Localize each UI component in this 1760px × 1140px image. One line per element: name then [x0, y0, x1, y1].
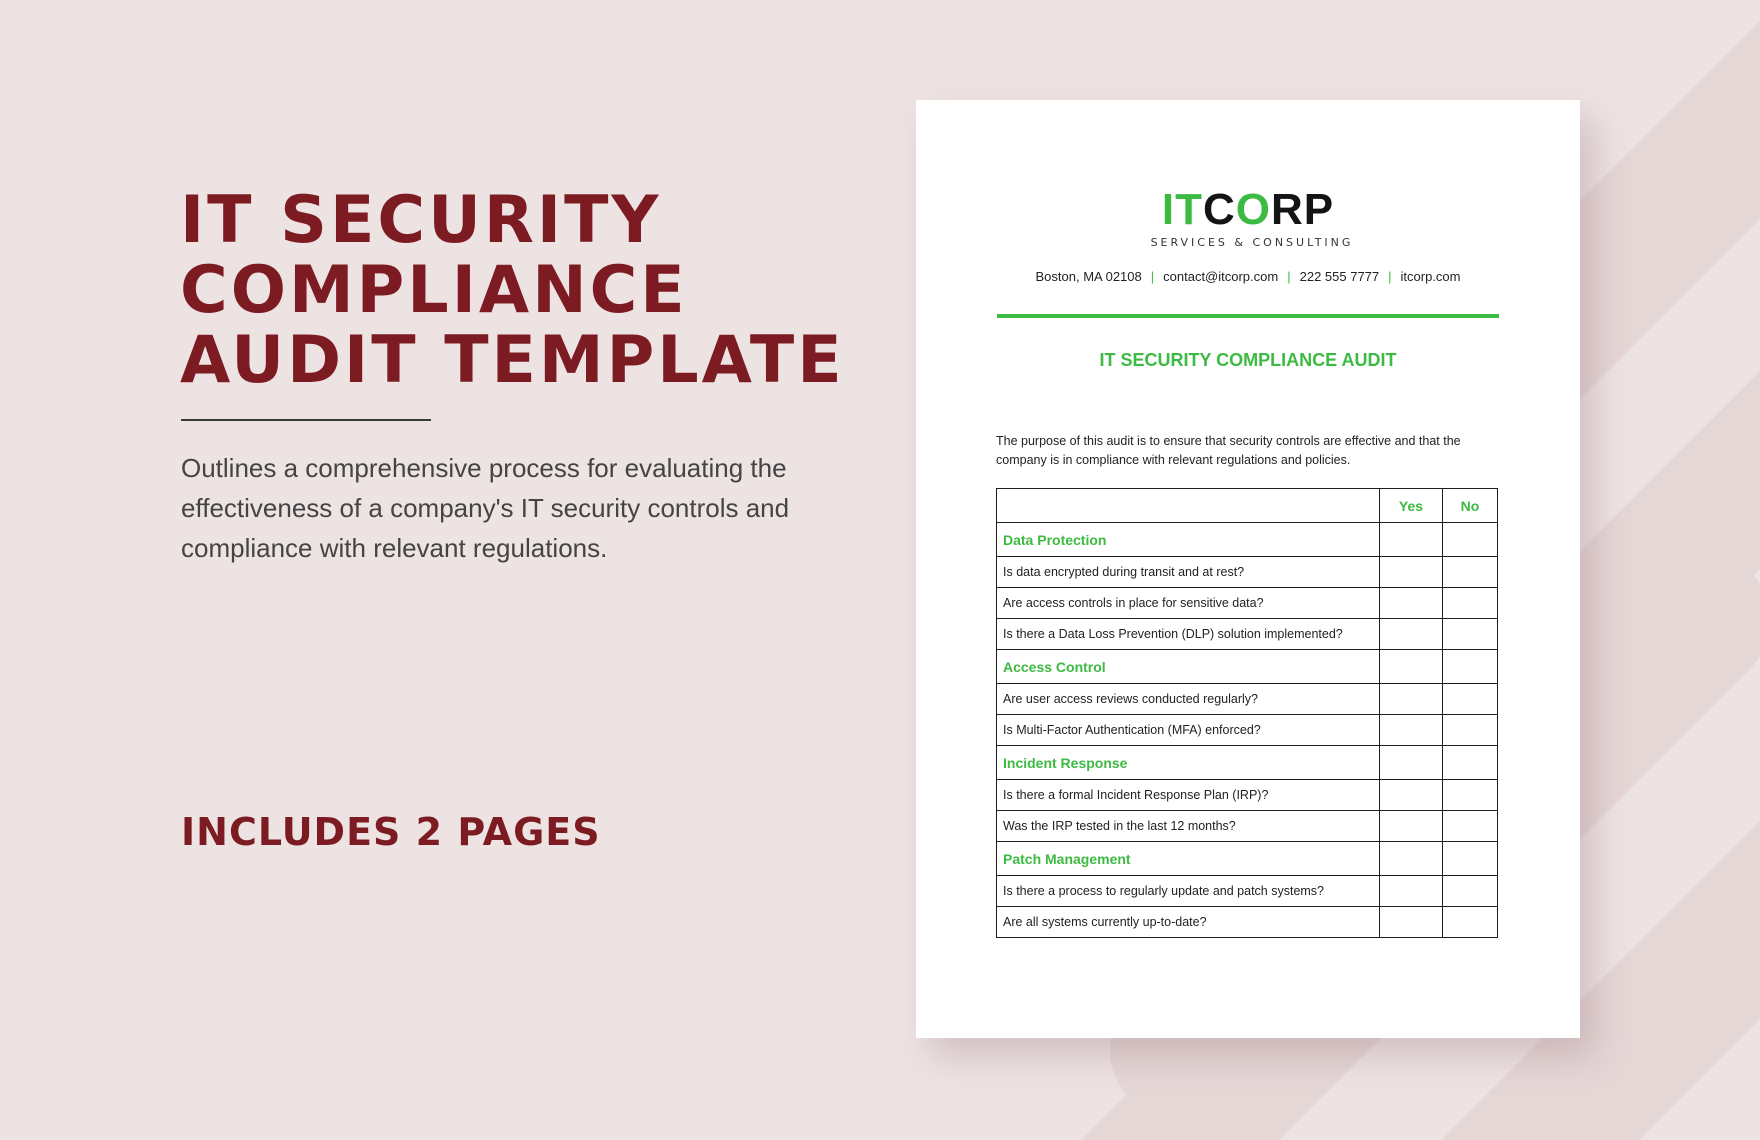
logo-subtitle: SERVICES & CONSULTING [1150, 236, 1354, 249]
yes-cell [1380, 907, 1443, 938]
logo-wordmark: ITCORP [1161, 185, 1335, 234]
yes-cell [1380, 619, 1443, 650]
header-divider [997, 314, 1499, 318]
no-cell [1443, 811, 1498, 842]
section-row [997, 746, 1498, 780]
yes-cell [1380, 780, 1443, 811]
question-text: Is there a formal Incident Response Plan (IRP)? [997, 780, 1380, 811]
contact-line [916, 269, 1580, 284]
section-row [997, 650, 1498, 684]
yes-cell [1380, 746, 1443, 780]
contact-separator: | [1388, 269, 1392, 284]
section-row [997, 523, 1498, 557]
question-row [997, 588, 1498, 619]
question-row [997, 780, 1498, 811]
document-title: IT SECURITY COMPLIANCE AUDIT [1099, 350, 1397, 370]
yes-cell [1380, 715, 1443, 746]
yes-cell [1380, 684, 1443, 715]
yes-cell [1380, 557, 1443, 588]
question-text: Is there a process to regularly update and patch systems? [997, 876, 1380, 907]
contact-email: contact@itcorp.com [1163, 269, 1279, 284]
no-cell [1443, 523, 1498, 557]
no-cell [1443, 684, 1498, 715]
document-page [916, 100, 1580, 1038]
section-row [997, 842, 1498, 876]
yes-cell [1380, 588, 1443, 619]
no-cell [1443, 907, 1498, 938]
promo-description: Outlines a comprehensive process for evaluating the effectiveness of a company's IT security controls and compliance with relevant regulations. [181, 453, 790, 563]
no-cell [1443, 876, 1498, 907]
question-row [997, 557, 1498, 588]
pages-note: INCLUDES 2 PAGES [181, 810, 601, 854]
question-text: Is Multi-Factor Authentication (MFA) enforced? [997, 715, 1380, 746]
no-cell [1443, 780, 1498, 811]
section-title: Patch Management [997, 842, 1380, 876]
no-cell [1443, 650, 1498, 684]
yes-cell [1380, 876, 1443, 907]
header-yes: Yes [1380, 489, 1443, 523]
contact-separator: | [1287, 269, 1291, 284]
question-row [997, 876, 1498, 907]
question-text: Are access controls in place for sensitive data? [997, 588, 1380, 619]
audit-checklist-table [996, 488, 1498, 938]
question-row [997, 715, 1498, 746]
header-question [997, 489, 1380, 523]
company-logo [916, 185, 1580, 249]
question-row [997, 811, 1498, 842]
table-header-row [997, 489, 1498, 523]
yes-cell [1380, 650, 1443, 684]
question-row [997, 684, 1498, 715]
no-cell [1443, 746, 1498, 780]
section-title: Access Control [997, 650, 1380, 684]
promo-title: IT SECURITY COMPLIANCE AUDIT TEMPLATE [180, 183, 845, 398]
question-text: Are all systems currently up-to-date? [997, 907, 1380, 938]
no-cell [1443, 715, 1498, 746]
section-title: Incident Response [997, 746, 1380, 780]
promo-divider [181, 419, 431, 421]
question-text: Was the IRP tested in the last 12 months? [997, 811, 1380, 842]
no-cell [1443, 619, 1498, 650]
question-row [997, 619, 1498, 650]
contact-phone: 222 555 7777 [1299, 269, 1380, 284]
yes-cell [1380, 523, 1443, 557]
question-text: Are user access reviews conducted regularly? [997, 684, 1380, 715]
document-intro: The purpose of this audit is to ensure that security controls are effective and that the company is in compliance with relevant regulations and policies. [996, 434, 1461, 467]
no-cell [1443, 842, 1498, 876]
no-cell [1443, 588, 1498, 619]
question-text: Is there a Data Loss Prevention (DLP) solution implemented? [997, 619, 1380, 650]
question-row [997, 907, 1498, 938]
contact-separator: | [1150, 269, 1155, 284]
contact-address: Boston, MA 02108 [1035, 269, 1142, 284]
yes-cell [1380, 842, 1443, 876]
logo-green-o: O [1235, 185, 1271, 234]
contact-website: itcorp.com [1400, 269, 1461, 284]
question-text: Is data encrypted during transit and at rest? [997, 557, 1380, 588]
section-title: Data Protection [997, 523, 1380, 557]
no-cell [1443, 557, 1498, 588]
yes-cell [1380, 811, 1443, 842]
header-no: No [1443, 489, 1498, 523]
